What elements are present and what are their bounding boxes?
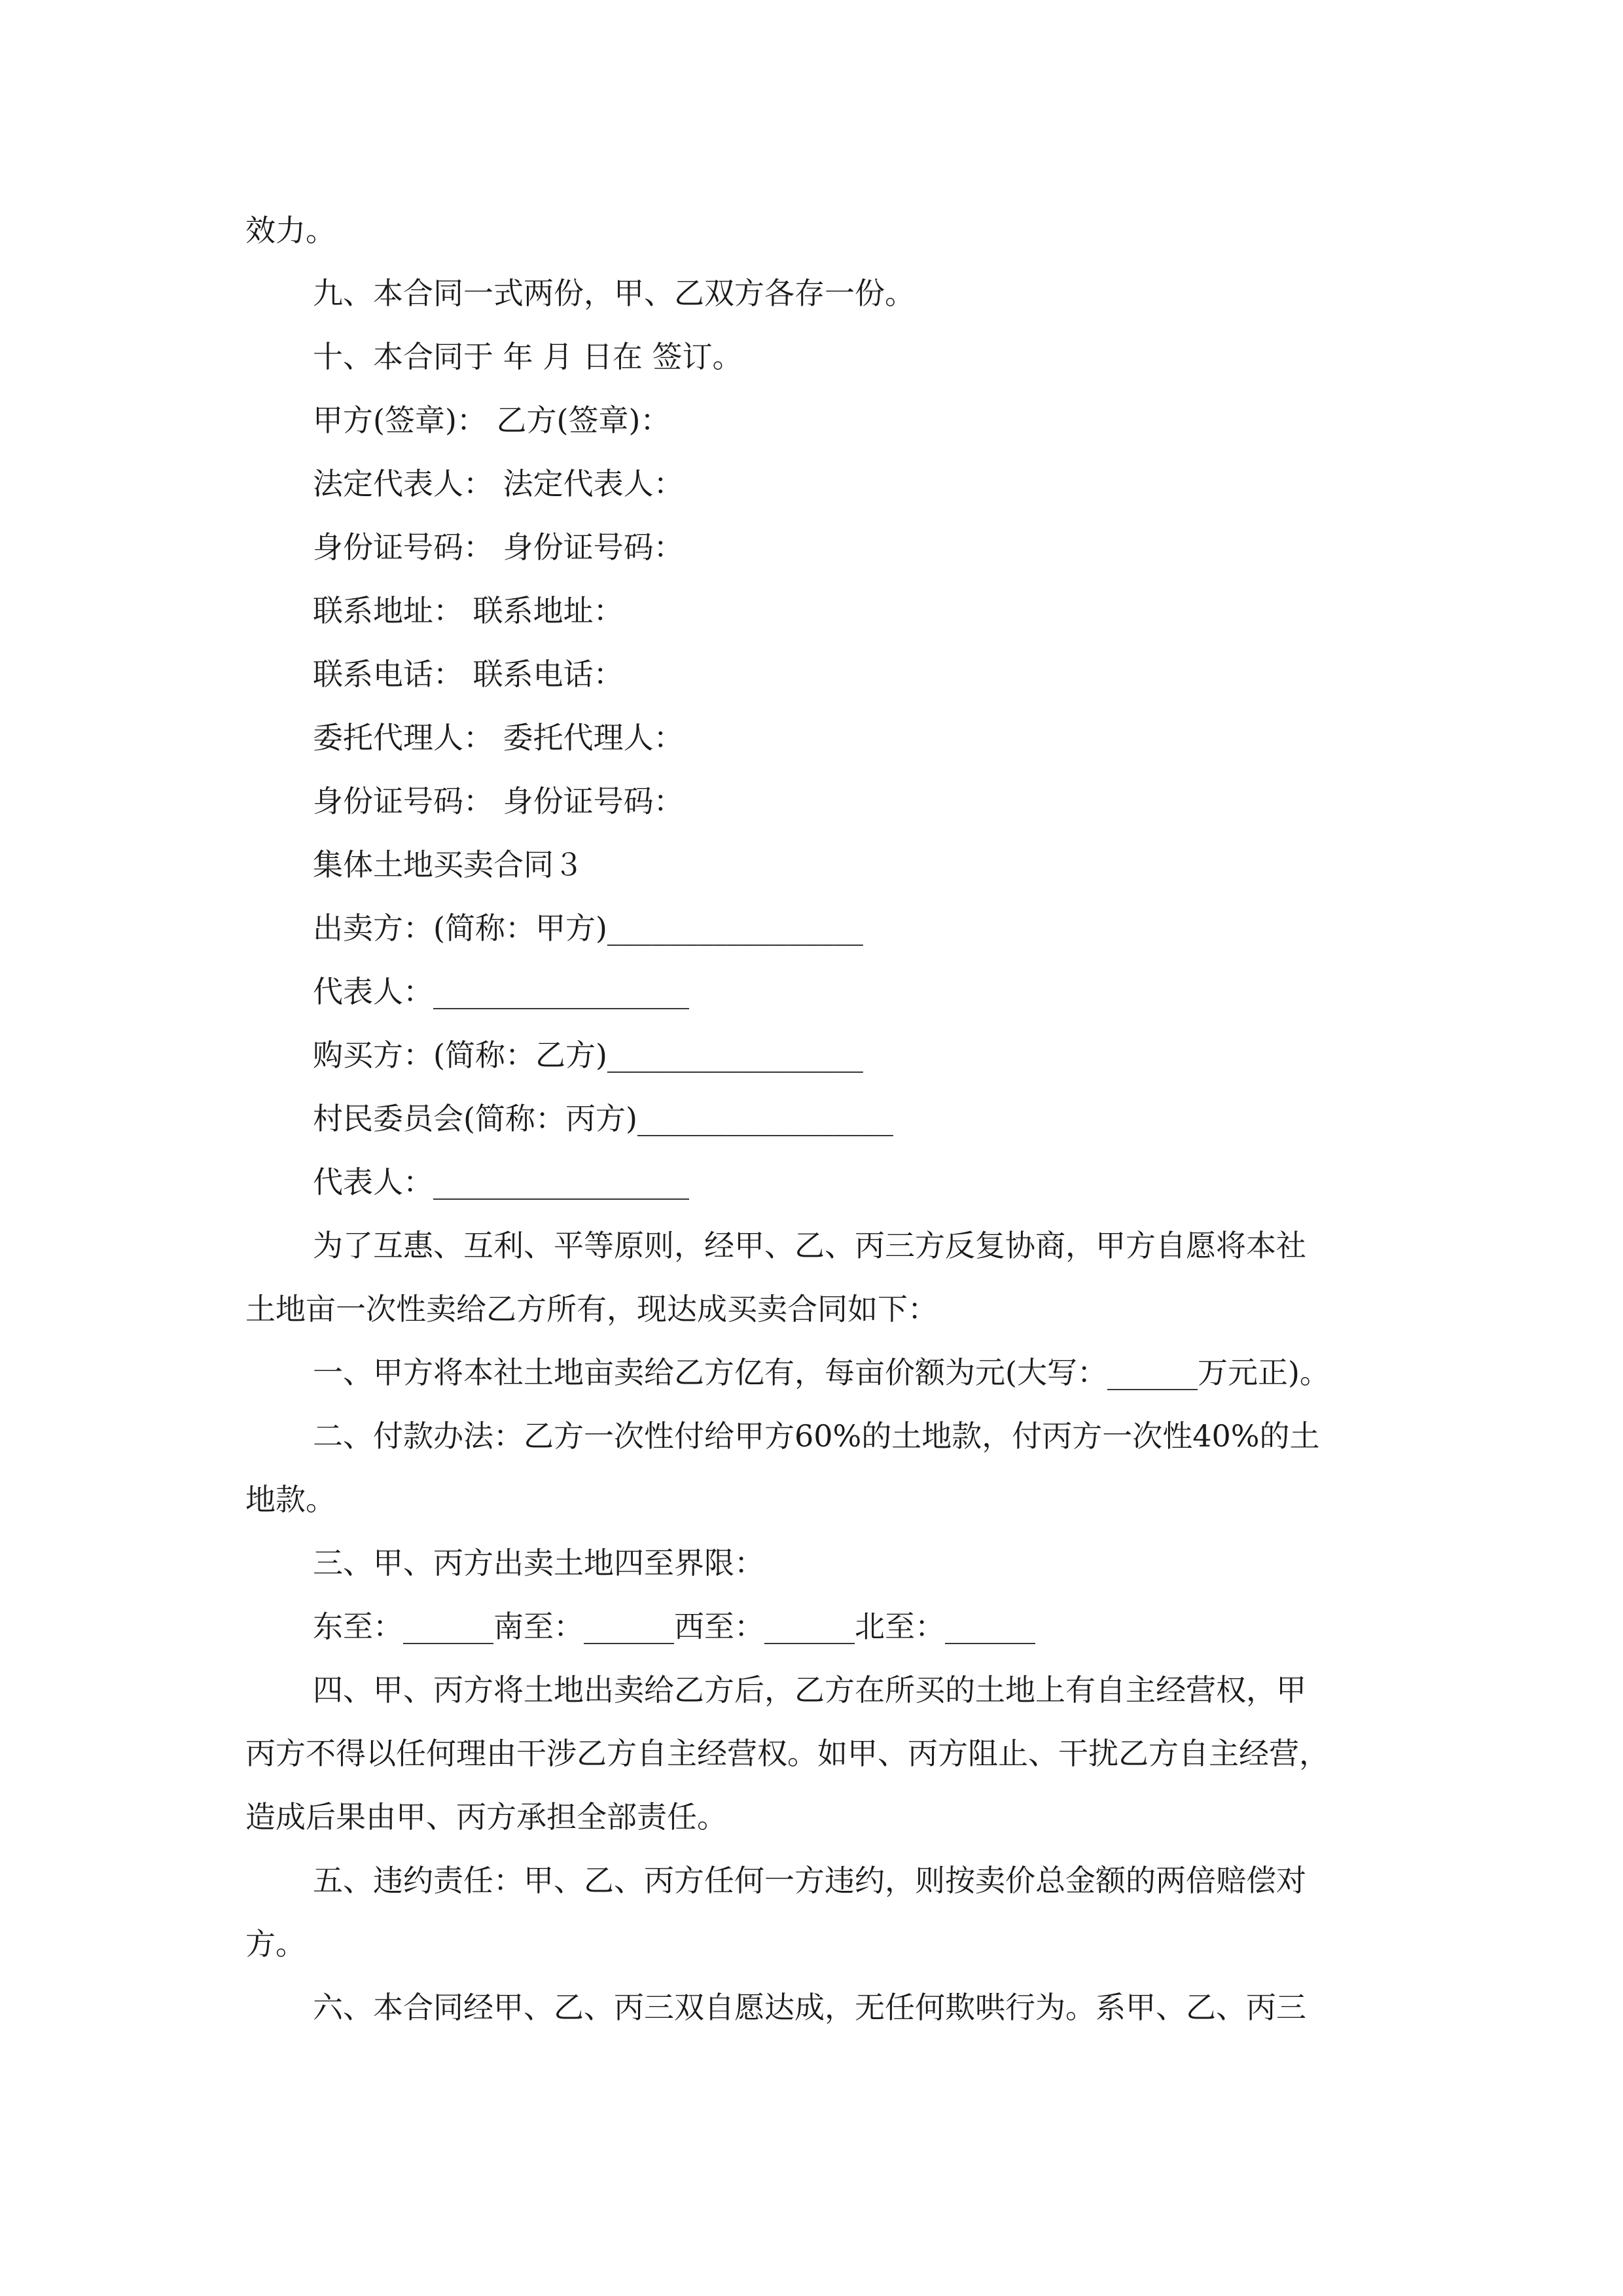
paragraph-line: 效力。 — [245, 213, 336, 248]
party-line: 村民委员会(简称：丙方)_________________ — [313, 1101, 893, 1136]
party-line: 代表人：_________________ — [313, 1164, 689, 1200]
clause-line: 丙方不得以任何理由干涉乙方自主经营权。如甲、丙方阻止、干扰乙方自主经营， — [245, 1736, 1329, 1771]
signature-line: 身份证号码： 身份证号码： — [313, 529, 684, 565]
signature-line: 联系电话： 联系电话： — [313, 656, 624, 692]
clause-line: 二、付款办法：乙方一次性付给甲方60%的土地款，付丙方一次性40%的土 — [313, 1418, 1320, 1454]
paragraph-line: 土地亩一次性卖给乙方所有，现达成买卖合同如下： — [245, 1291, 938, 1327]
paragraph-line: 九、本合同一式两份，甲、乙双方各存一份。 — [313, 276, 915, 311]
paragraph-line: 十、本合同于 年 月 日在 签订。 — [313, 339, 743, 374]
signature-line: 联系地址： 联系地址： — [313, 593, 624, 628]
party-line: 代表人：_________________ — [313, 974, 689, 1009]
clause-line: 方。 — [245, 1926, 306, 1962]
clause-line: 三、甲、丙方出卖土地四至界限： — [313, 1545, 764, 1581]
signature-line: 身份证号码： 身份证号码： — [313, 783, 684, 819]
clause-line: 造成后果由甲、丙方承担全部责任。 — [245, 1799, 727, 1835]
signature-line: 委托代理人： 委托代理人： — [313, 720, 684, 755]
party-line: 出卖方：(简称：甲方)_________________ — [313, 910, 863, 946]
paragraph-line: 为了互惠、互利、平等原则，经甲、乙、丙三方反复协商，甲方自愿将本社 — [313, 1228, 1306, 1263]
contract-heading: 集体土地买卖合同３ — [313, 847, 584, 882]
signature-line: 法定代表人： 法定代表人： — [313, 466, 684, 501]
boundary-line: 东至：______南至：______西至：______北至：______ — [313, 1609, 1035, 1644]
clause-line: 五、违约责任：甲、乙、丙方任何一方违约，则按卖价总金额的两倍赔偿对 — [313, 1863, 1306, 1898]
signature-line: 甲方(签章)： 乙方(签章)： — [313, 403, 671, 438]
clause-line: 四、甲、丙方将土地出卖给乙方后，乙方在所买的土地上有自主经营权，甲 — [313, 1672, 1306, 1708]
clause-line: 地款。 — [245, 1482, 336, 1517]
party-line: 购买方：(简称：乙方)_________________ — [313, 1037, 863, 1073]
clause-line: 六、本合同经甲、乙、丙三双自愿达成，无任何欺哄行为。系甲、乙、丙三 — [313, 1990, 1306, 2025]
clause-line: 一、甲方将本社土地亩卖给乙方亿有，每亩价额为元(大写：______万元正)。 — [313, 1355, 1330, 1390]
